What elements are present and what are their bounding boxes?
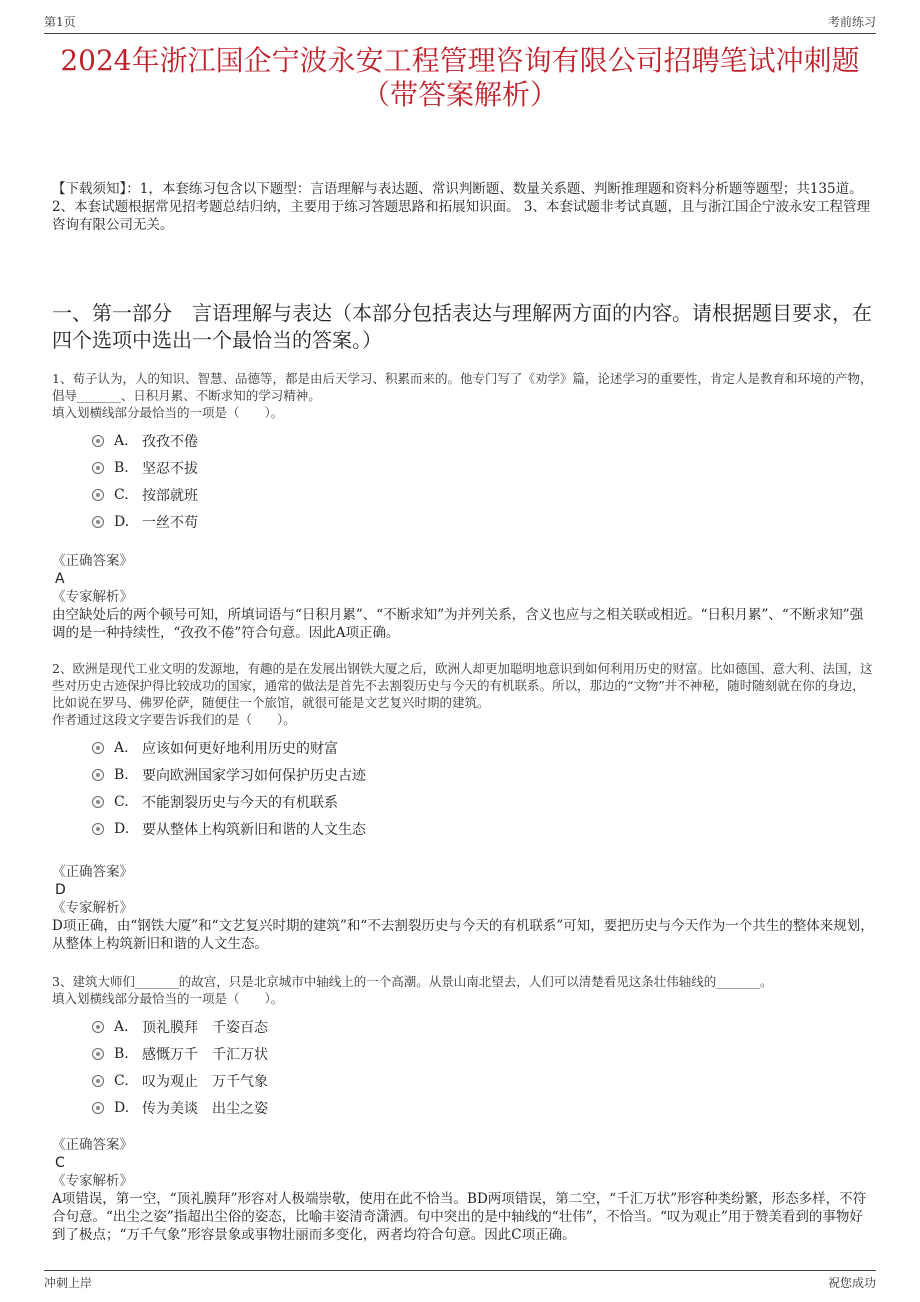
option-letter: B.: [114, 459, 129, 476]
answer-label: 《正确答案》: [52, 1137, 133, 1153]
option-letter: D.: [114, 1099, 130, 1116]
radio-icon[interactable]: [92, 1075, 104, 1087]
footer-slogan: 冲刺上岸: [44, 1276, 93, 1290]
analysis-label: 《专家解析》: [52, 589, 133, 605]
option-list: [52, 734, 876, 842]
option-c[interactable]: [92, 1067, 876, 1094]
download-notice: 【下载须知】：1，本套练习包含以下题型：言语理解与表达题、常识判断题、数量关系题、判断推理题和资料分析题等题型；共135道。 2、本套试题根据常见招考题总结归纳，主要用于练习答题思路和拓展知识面。 3、本套试题非考试真题，且与浙江国企宁波永安工程管理咨询有限公司无关。: [52, 181, 870, 233]
question-1: [52, 370, 876, 535]
option-a[interactable]: [92, 1013, 876, 1040]
page-footer: [44, 1270, 876, 1291]
option-text: 孜孜不倦: [142, 433, 198, 450]
radio-icon[interactable]: [92, 769, 104, 781]
header-tag: 考前练习: [827, 15, 876, 29]
option-d[interactable]: [92, 508, 876, 535]
section-title: 一、第一部分 言语理解与表达（本部分包括表达与理解两方面的内容。请根据题目要求，在四个选项中选出一个最恰当的答案。）: [52, 301, 872, 352]
question-3: [52, 973, 876, 1121]
option-letter: C.: [114, 1072, 129, 1089]
option-c[interactable]: [92, 788, 876, 815]
option-letter: A.: [114, 432, 129, 449]
option-c[interactable]: [92, 481, 876, 508]
analysis-label: 《专家解析》: [52, 1173, 133, 1189]
option-letter: C.: [114, 486, 129, 503]
option-list: [52, 427, 876, 535]
answer-label: 《正确答案》: [52, 864, 133, 880]
option-letter: D.: [114, 820, 130, 837]
analysis-text: A项错误，第一空，“顶礼膜拜”形容对人极端崇敬，使用在此不恰当。BD两项错误，第二空，“千汇万状”形容种类纷繁，形态多样，不符合句意。“出尘之姿”指超出尘俗的姿态，比喻丰姿清奇潇洒。句中突出的是中轴线的“壮伟”，不恰当。“叹为观止”用于赞美看到的事物好到了极点；“万千气象”形容景象或事物壮丽而多变化，两者均符合句意。因此C项正确。: [52, 1191, 867, 1243]
question-stem: 2、欧洲是现代工业文明的发源地，有趣的是在发展出钢铁大厦之后，欧洲人却更加聪明地意识到如何利用历史的财富。比如德国、意大利、法国，这些对历史古迹保护得比较成功的国家，通常的做法是首先不去割裂历史与今天的有机联系。所以，那边的“文物”并不神秘，随时随刻就在你的身边，比如说在罗马、佛罗伦萨，随便住一个旅馆，就很可能是文艺复兴时期的建筑。: [52, 661, 873, 710]
option-text: 要从整体上构筑新旧和谐的人文生态: [142, 821, 366, 838]
option-text: 叹为观止 万千气象: [142, 1073, 268, 1090]
question-prompt: 作者通过这段文字要告诉我们的是（ ）。: [52, 712, 296, 727]
correct-answer: C: [55, 1155, 65, 1171]
option-a[interactable]: [92, 427, 876, 454]
page-number: 第1页: [44, 15, 76, 29]
option-letter: B.: [114, 1045, 129, 1062]
radio-icon[interactable]: [92, 462, 104, 474]
option-letter: A.: [114, 1018, 129, 1035]
option-d[interactable]: [92, 815, 876, 842]
radio-icon[interactable]: [92, 796, 104, 808]
option-text: 一丝不苟: [142, 514, 198, 531]
question-stem: 3、建筑大师们_______的故宫，只是北京城市中轴线上的一个高潮。从景山南北望去，人们可以清楚看见这条壮伟轴线的_______。: [52, 974, 773, 989]
option-letter: D.: [114, 513, 130, 530]
option-text: 应该如何更好地利用历史的财富: [142, 740, 338, 757]
option-text: 坚忍不拔: [142, 460, 198, 477]
analysis-label: 《专家解析》: [52, 900, 133, 916]
option-list: [52, 1013, 876, 1121]
radio-icon[interactable]: [92, 1021, 104, 1033]
analysis-text: D项正确，由“钢铁大厦”和“文艺复兴时期的建筑”和“不去割裂历史与今天的有机联系”可知，要把历史与今天作为一个共生的整体来规划，从整体上构筑新旧和谐的人文生态。: [52, 918, 874, 952]
option-text: 顶礼膜拜 千姿百态: [142, 1019, 268, 1036]
radio-icon[interactable]: [92, 489, 104, 501]
option-text: 感慨万千 千汇万状: [142, 1046, 268, 1063]
page-header: [44, 13, 876, 34]
analysis-text: 由空缺处后的两个顿号可知，所填词语与“日积月累”、“不断求知”为并列关系，含义也应与之相关联或相近。“日积月累”、“不断求知”强调的是一种持续性，“孜孜不倦”符合句意。因此A项正确。: [52, 607, 864, 641]
option-a[interactable]: [92, 734, 876, 761]
option-b[interactable]: [92, 1040, 876, 1067]
question-prompt: 填入划横线部分最恰当的一项是（ ）。: [52, 405, 284, 420]
option-b[interactable]: [92, 454, 876, 481]
footer-wish: 祝您成功: [827, 1276, 876, 1290]
option-letter: C.: [114, 793, 129, 810]
radio-icon[interactable]: [92, 1048, 104, 1060]
answer-block-3: [52, 1137, 876, 1244]
radio-icon[interactable]: [92, 516, 104, 528]
question-prompt: 填入划横线部分最恰当的一项是（ ）。: [52, 991, 284, 1006]
radio-icon[interactable]: [92, 435, 104, 447]
radio-icon[interactable]: [92, 1102, 104, 1114]
option-text: 要向欧洲国家学习如何保护历史古迹: [142, 767, 366, 784]
option-text: 不能割裂历史与今天的有机联系: [142, 794, 338, 811]
option-d[interactable]: [92, 1094, 876, 1121]
radio-icon[interactable]: [92, 742, 104, 754]
option-letter: A.: [114, 739, 129, 756]
answer-block-2: [52, 864, 876, 953]
document-title: 2024年浙江国企宁波永安工程管理咨询有限公司招聘笔试冲刺题（带答案解析）: [60, 44, 860, 111]
question-stem: 1、荀子认为，人的知识、智慧、品德等，都是由后天学习、积累而来的。他专门写了《劝学》篇，论述学习的重要性，肯定人是教育和环境的产物，倡导_______、日积月累、不断求知的学习精神。: [52, 371, 873, 403]
answer-block-1: [52, 553, 876, 642]
option-text: 按部就班: [142, 487, 198, 504]
correct-answer: A: [55, 571, 65, 587]
option-b[interactable]: [92, 761, 876, 788]
correct-answer: D: [55, 882, 66, 898]
question-2: [52, 660, 876, 842]
option-letter: B.: [114, 766, 129, 783]
radio-icon[interactable]: [92, 823, 104, 835]
option-text: 传为美谈 出尘之姿: [142, 1100, 268, 1117]
answer-label: 《正确答案》: [52, 553, 133, 569]
